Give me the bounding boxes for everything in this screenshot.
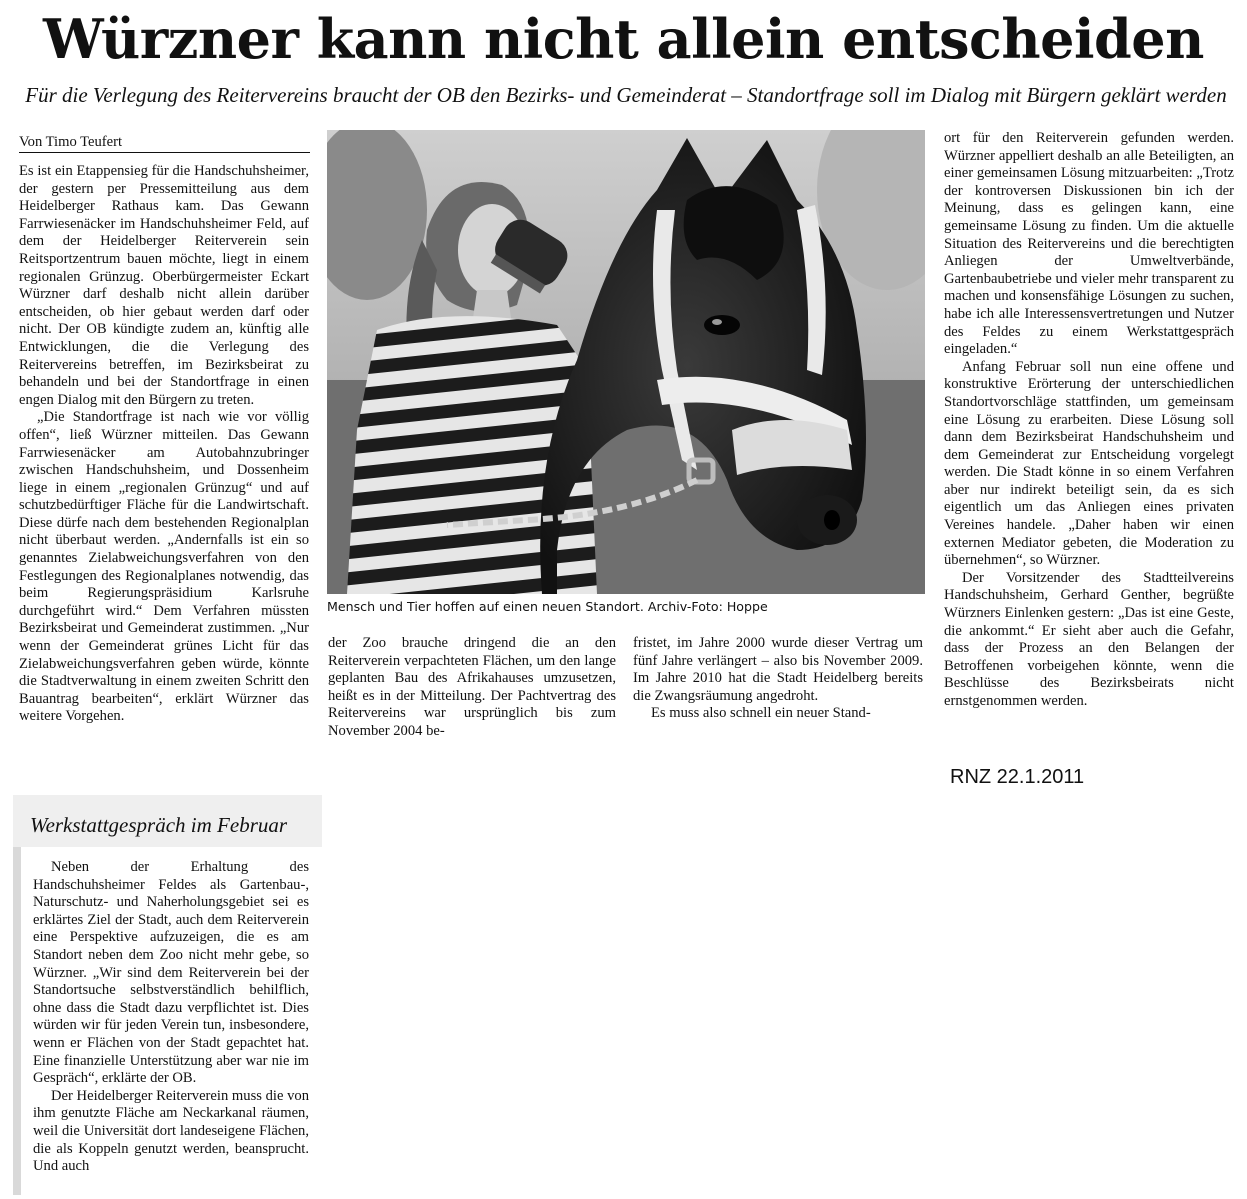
article-column-3 — [633, 635, 923, 723]
paragraph: der Zoo brauche dringend die an den Reiterverein verpachteten Flächen, um den lange geplanten Bau des Afrikahauses umzusetzen, heißt es in der Mitteilung. Der Pachtvertrag des Reitervereins war ursprünglich bis zum November 2004 be- — [328, 635, 616, 739]
paragraph: fristet, im Jahre 2000 wurde dieser Vertrag um fünf Jahre verlängert – also bis November 2009. Im Jahre 2010 hat die Stadt Heidelberg bereits die Zwangsräumung angedroht. — [633, 635, 923, 704]
paragraph: Es ist ein Etappensieg für die Handschuhsheimer, der gestern per Pressemitteilung aus dem Heidelberger Rathaus kam. Das Gewann Farrwiesenäcker im Handschuhsheimer Feld, auf dem der Heidelberger Reiterverein sein Reitsportzentrum bauen möchte, liegt in einem regionalen Grünzug. Oberbürgermeister Eckart Würzner darf deshalb nicht allein darüber entscheiden, ob hier gebaut werden darf oder nicht. Der OB kündigte zudem an, künftig alle Entwicklungen, die die Verlegung des Reitervereins betreffen, im Bezirksbeirat zu behandeln und bei der Standortfrage in einen engen Dialog mit den Bürgern zu treten. — [19, 163, 309, 408]
infobox-body — [33, 859, 309, 1176]
infobox-title: Werkstattgespräch im Februar — [30, 813, 288, 837]
paragraph: Es muss also schnell ein neuer Stand- — [651, 705, 871, 722]
paragraph: Der Vorsitzender des Stadtteilvereins Handschuhsheim, Gerhard Genther, begrüßte Würzners Einlenken gestern: „Das ist eine Geste, die ankommt.“ Er sieht aber auch die Gefahr, dass der Prozess an den Belangen der Betroffenen vorbeigehen könnte, wenn die Beschlüsse des Bezirksbeirats nicht ernstgenommen werden. — [944, 569, 1234, 709]
headline: Würzner kann nicht allein entscheiden — [43, 7, 1204, 71]
article-column-1 — [19, 163, 309, 726]
photo-caption: Mensch und Tier hoffen auf einen neuen Standort. Archiv-Foto: Hoppe — [327, 599, 768, 614]
source-note: RNZ 22.1.2011 — [950, 766, 1085, 788]
subheadline: Für die Verlegung des Reitervereins braucht der OB den Bezirks- und Gemeinderat – Standortfrage soll im Dialog mit Bürgern geklärt werden — [25, 83, 1227, 107]
horse-girl-photo — [327, 130, 925, 594]
paragraph: „Die Standortfrage ist nach wie vor völlig offen“, ließ Würzner mitteilen. Das Gewann Farrwiesenäcker am Autobahnzubringer zwischen Handschuhsheim, und Dossenheim liege in einem „regionalen Grünzug“ und auf schutzbedürftiger Fläche für die Landwirtschaft. Diese dürfe nach dem bestehenden Regionalplan nicht überbaut werden. „Andernfalls ist ein so genanntes Zielabweichungsverfahren von den Festlegungen des Regionalplanes notwendig, das beim Regierungspräsidium Karlsruhe durchgeführt wird.“ Dem Verfahren müssten Bezirksbeirat und Gemeinderat zustimmen. „Nur wenn der Gemeinderat grünes Licht für das Zielabweichungsverfahren geben würde, könnte die Stadtverwaltung in einem zweiten Schritt den Bauantrag bearbeiten“, erklärt Würzner das weitere Vorgehen. — [19, 409, 309, 725]
paragraph: Anfang Februar soll nun eine offene und konstruktive Erörterung der unterschiedlichen Standortvorschläge stattfinden, um gemeinsam eine Lösung zu erarbeiten. Diese Lösung soll dann dem Bezirksbeirat Handschuhsheim und dem Gemeinderat zur Entscheidung vorgelegt werden. Die Stadt könne in so einem Verfahren aber nur indirekt beteiligt sein, da es sich eigentlich um das Anliegen eines privaten Vereines handele. „Daher haben wir einen externen Mediator gebeten, die Moderation zu übernehmen“, so Würzner. — [944, 358, 1234, 569]
article-column-2 — [328, 635, 616, 741]
article-column-4 — [944, 130, 1234, 711]
byline: Von Timo Teufert — [19, 134, 310, 153]
paragraph: ort für den Reiterverein gefunden werden. Würzner appelliert deshalb an alle Beteiligten, an einer gemeinsamen Lösung mitzuarbeiten: „Trotz der kontroversen Diskussionen bin ich der Meinung, dass es gelingen kann, eine gemeinsame Lösung zu finden. Um die aktuelle Situation des Reitervereins und die berechtigten Anliegen der Umweltverbände, Gartenbaubetriebe und vieler mehr transparent zu machen und konsensfähige Lösungen zu suchen, habe ich alle Interessensvertretungen und Nutzer des Feldes zu einem Werkstattgespräch eingeladen.“ — [944, 130, 1234, 358]
infobox-side-bar — [13, 795, 21, 1195]
paragraph: Neben der Erhaltung des Handschuhsheimer Feldes als Gartenbau-, Naturschutz- und Naherholungsgebiet sei es erklärtes Ziel der Stadt, auch dem Reiterverein eine Perspektive aufzuzeigen, die es am Standort neben dem Zoo nicht mehr gebe, so Würzner. „Wir sind dem Reiterverein bei der Standortsuche selbstverständlich behilflich, ohne dass die Stadt dazu verpflichtet ist. Dies würden wir für jeden Verein tun, insbesondere, wenn er Flächen von der Stadt gepachtet hat. Eine finanzielle Unterstützung aber war nie im Gespräch“, erklärte der OB. — [33, 859, 309, 1087]
paragraph: Der Heidelberger Reiterverein muss die von ihm genutzte Fläche am Neckarkanal räumen, weil die Universität dort landeseigene Flächen, die als Koppeln genutzt werden, beansprucht. Und auch — [33, 1087, 309, 1175]
